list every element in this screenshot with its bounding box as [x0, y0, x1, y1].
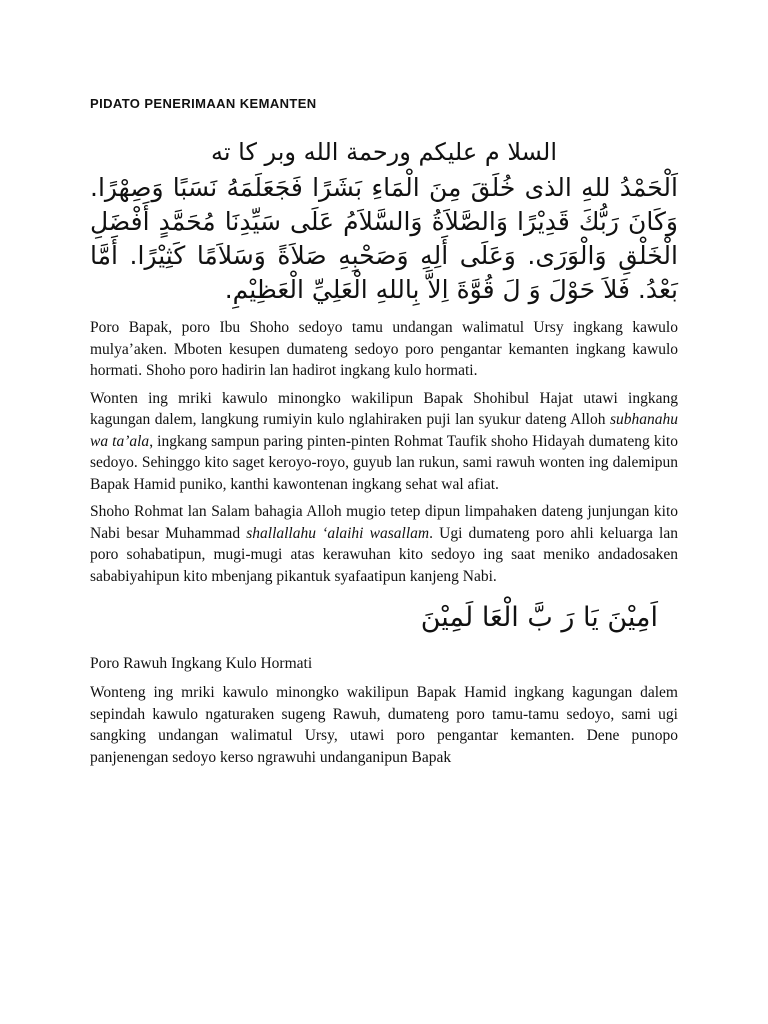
- paragraph-salawat-text-2: . Ugi dumateng poro ahli keluarga lan poro sohabatipun, mugi-mugi atas kerawuhan kito sedoyo ing saat meniko andadosaken sababiyahipun kito mbenjang pikantuk syafaatipun kanjeng Nabi.: [90, 524, 678, 585]
- paragraph-salawat: [90, 501, 678, 587]
- paragraph-greeting: Poro Bapak, poro Ibu Shoho sedoyo tamu undangan walimatul Ursy ingkang kawulo mulya’aken. Mboten kesupen dumateng sedoyo poro pengantar kemanten ingkang kawulo hormati. Shoho poro hadirin lan hadirot ingkang kulo hormati.: [90, 319, 678, 379]
- paragraph-salawat-italic: shallallahu ‘alaihi wasallam: [246, 524, 430, 542]
- arabic-amin: اَمِيْنَ يَا رَ بَّ الْعَا لَمِيْنَ: [420, 602, 658, 633]
- paragraph-praise: [90, 388, 678, 496]
- paragraph-praise-text-2: , ingkang sampun paring pinten-pinten Rohmat Taufik shoho Hidayah dumateng kito sedoyo. Sehinggo kito saget keroyo-royo, guyub lan rukun, sami rawuh wonten ing dalemipun Bapak Hamid puniko, kanthi kawontenan ingkang sehat wal afiat.: [90, 432, 678, 493]
- document-title: PIDATO PENERIMAAN KEMANTEN: [90, 96, 317, 111]
- section-heading: Poro Rawuh Ingkang Kulo Hormati: [90, 655, 313, 672]
- arabic-salam: السلا م عليكم ورحمة الله وبر كا ته: [210, 138, 558, 166]
- paragraph-salawat-text-1: Shoho Rohmat lan Salam bahagia Alloh mugio tetep dipun limpahaken dateng junjungan kito Nabi besar Muhammad: [90, 503, 678, 542]
- paragraph-praise-italic: subhanahu wa ta’ala: [90, 411, 678, 450]
- paragraph-welcome: Wonteng ing mriki kawulo minongko wakilipun Bapak Hamid ingkang kagungan dalem sepindah kawulo ngaturaken sugeng Rawuh, dumateng poro tamu-tamu sedoyo, sami ugi sangking undangan walimatul Ursy, utawi poro pengantar kemanten. Dene punopo panjenengan sedoyo kerso ngrawuhi undanganipun Bapak: [90, 684, 678, 766]
- arabic-hamdalah: اَلْحَمْدُ للهِ الذى خُلَقَ مِنَ الْمَاءِ بَشَرًا فَجَعَلَمَهُ نَسَبًا وَصِهْرًا. وَكَانَ رَبُّكَ قَدِيْرًا وَالصَّلاَةُ وَالسَّلاَمُ عَلَى سَيِّدِنَا مُحَمَّدٍ أَفْضَلِ الْخَلْقِ وَالْوَرَى. وَعَلَى أَلِهِ وَصَحْبِهِ صَلاَةً وَسَلاَمًا كَثِيْرًا. أَمَّا بَعْدُ. فَلاَ حَوْلَ وَ لَ قُوَّةَ اِلاَّ بِاللهِ الْعَلِيِّ الْعَظِيْمِ.: [90, 173, 678, 304]
- paragraph-praise-text-1: Wonten ing mriki kawulo minongko wakilipun Bapak Shohibul Hajat utawi ingkang kagungan dalem, langkung rumiyin kulo nglahiraken puji lan syukur dateng Alloh: [90, 389, 678, 428]
